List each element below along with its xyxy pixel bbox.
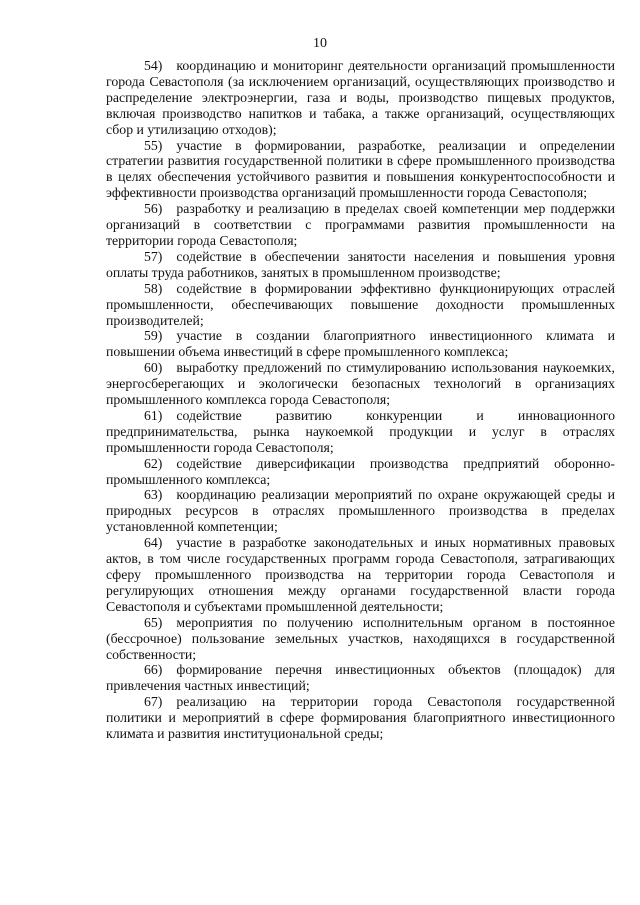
list-item: [106, 58, 615, 138]
list-item: [106, 408, 615, 456]
item-text: содействие диверсификации производства предприятий оборонно-промышленного комплекса;: [106, 455, 615, 487]
list-item: [106, 694, 615, 742]
item-number: 54): [144, 58, 163, 73]
item-number: 60): [144, 360, 163, 376]
item-number: 57): [144, 248, 163, 264]
list-item: [106, 328, 615, 360]
item-text: содействие в обеспечении занятости населения и повышения уровня оплаты труда работников, занятых в промышленном производстве;: [106, 248, 615, 280]
item-number: 62): [144, 455, 163, 471]
list-item: [106, 487, 615, 535]
item-text: участие в разработке законодательных и иных нормативных правовых актов, в том числе государственных программ города Севастополя, затрагивающих сферу промышленного производства на территории города Севастополя и регулирующих отношения между органами государственной власти города Севастополя и субъектами промышленной деятельности;: [106, 535, 615, 614]
list-item: [106, 662, 615, 694]
item-text: содействие развитию конкуренции и инновационного предпринимательства, рынка наукоемкой продукции и услуг в отраслях промышленности города Севастополя;: [106, 407, 615, 455]
item-number: 59): [144, 328, 163, 344]
document-body: [106, 58, 615, 742]
list-item: [106, 281, 615, 329]
item-text: мероприятия по получению исполнительным органом в постоянное (бессрочное) пользование земельных участков, находящихся в государственной собственности;: [106, 614, 615, 662]
item-text: участие в создании благоприятного инвестиционного климата и повышении объема инвестиций в сфере промышленного комплекса;: [106, 328, 615, 360]
list-item: [106, 615, 615, 663]
list-item: [106, 249, 615, 281]
item-text: выработку предложений по стимулированию использования наукоемких, энергосберегающих и экологически безопасных технологий в организациях промышленного комплекса города Севастополя;: [106, 360, 615, 408]
item-number: 55): [144, 137, 163, 153]
item-number: 61): [144, 407, 163, 423]
list-item: [106, 360, 615, 408]
list-item: [106, 201, 615, 249]
list-item: [106, 138, 615, 202]
list-item: [106, 456, 615, 488]
page-number: 10: [313, 36, 327, 51]
item-number: 66): [144, 662, 163, 678]
item-number: 67): [144, 694, 163, 710]
list-item: [106, 535, 615, 615]
item-number: 65): [144, 614, 163, 630]
item-text: участие в формировании, разработке, реализации и определении стратегии развития государственной политики в сфере промышленного производства в целях обеспечения устойчивого развития и повышения конкурентоспособности и эффективности производства организаций промышленности города Севастополя;: [106, 137, 615, 201]
item-number: 58): [144, 280, 163, 296]
item-number: 63): [144, 487, 163, 503]
item-text: реализацию на территории города Севастополя государственной политики и мероприятий в сфере формирования благоприятного инвестиционного климата и развития институциональной среды;: [106, 694, 615, 742]
item-text: координацию реализации мероприятий по охране окружающей среды и природных ресурсов в отраслях промышленного производства в пределах установленной компетенции;: [106, 487, 615, 535]
item-number: 64): [144, 535, 163, 551]
item-number: 56): [144, 201, 163, 217]
item-text: содействие в формировании эффективно функционирующих отраслей промышленности, обеспечивающих повышение доходности промышленных производителей;: [106, 280, 615, 328]
item-text: формирование перечня инвестиционных объектов (площадок) для привлечения частных инвестиций;: [106, 662, 615, 694]
item-text: координацию и мониторинг деятельности организаций промышленности города Севастополя (за исключением организаций, осуществляющих производство и распределение электроэнергии, газа и воды, производство пищевых продуктов, включая производство напитков и табака, а также организаций, осуществляющих сбор и утилизацию отходов);: [106, 58, 615, 137]
item-text: разработку и реализацию в пределах своей компетенции мер поддержки организаций в соответствии с программами развития промышленности на территории города Севастополя;: [106, 201, 615, 248]
